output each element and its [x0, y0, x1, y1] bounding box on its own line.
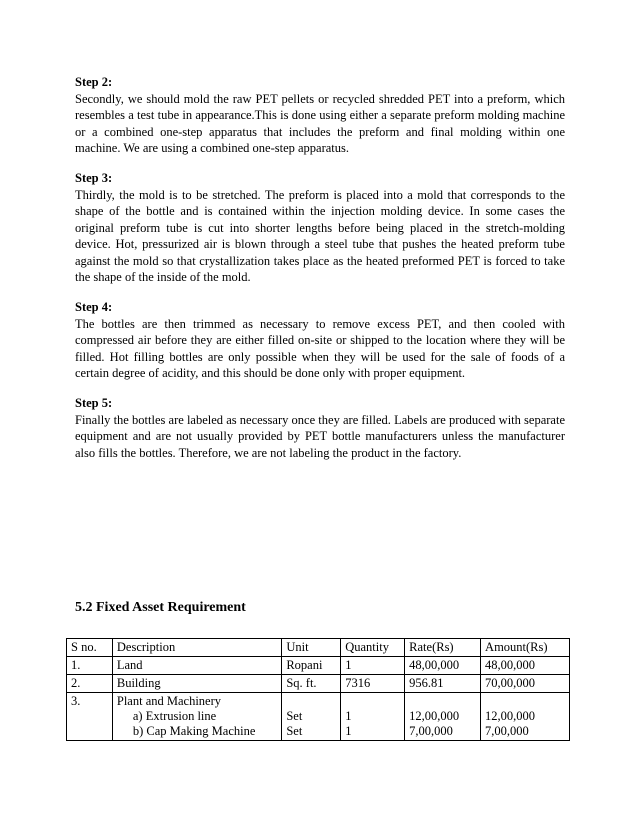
cell-quantity [341, 693, 405, 741]
cell-rate: 956.81 [405, 675, 481, 693]
cell-quantity: 1 [341, 657, 405, 675]
subitem-description: a) Extrusion line [132, 709, 217, 723]
cell-sno: 2. [67, 675, 113, 693]
subitem-unit: Set [286, 709, 303, 723]
document-body [75, 74, 565, 475]
header-description: Description [112, 639, 281, 657]
step-4 [75, 299, 565, 382]
header-rate: Rate(Rs) [405, 639, 481, 657]
description-main: Plant and Machinery [116, 694, 222, 708]
cell-amount [481, 693, 570, 741]
cell-sno: 1. [67, 657, 113, 675]
section-title: 5.2 Fixed Asset Requirement [75, 600, 246, 615]
subitem-amount: 7,00,000 [485, 724, 529, 738]
header-unit: Unit [282, 639, 341, 657]
header-quantity: Quantity [341, 639, 405, 657]
step-body: Thirdly, the mold is to be stretched. The preform is placed into a mold that corresponds to the shape of the bottle and is contained within the injection molding device. In some cases the original preform tube is cut into shorter lengths before being placed in the stretch-molding device. Hot, pressurized air is blown through a steel tube that pushes the heated preform tube against the mold so that crystallization takes place as the heated preformed PET is forced to take the shape of the inside of the mold. [75, 187, 565, 284]
step-body: Secondly, we should mold the raw PET pellets or recycled shredded PET into a preform, which resembles a test tube in appearance.This is done using either a separate preform molding machine or a combined one-step apparatus that includes the preform and final molding within one machine. We are using a combined one-step apparatus. [75, 91, 565, 155]
cell-unit: Sq. ft. [282, 675, 341, 693]
step-title: Step 4: [75, 300, 113, 314]
cell-rate [405, 693, 481, 741]
step-2 [75, 74, 565, 157]
step-5 [75, 395, 565, 461]
cell-description: Building [112, 675, 281, 693]
cell-quantity: 7316 [341, 675, 405, 693]
table-row [67, 693, 570, 741]
step-3 [75, 170, 565, 286]
cell-unit [282, 693, 341, 741]
subitem-rate: 7,00,000 [409, 724, 453, 738]
cell-description: Land [112, 657, 281, 675]
subitem-unit: Set [286, 724, 303, 738]
step-body: The bottles are then trimmed as necessary to remove excess PET, and then cooled with compressed air before they are either filled on-site or shipped to the location where they will be filled. Hot filling bottles are only possible when they will be used for the sale of foods of a certain degree of acidity, and this should be done only with proper equipment. [75, 316, 565, 380]
table-row [67, 675, 570, 693]
cell-amount: 70,00,000 [481, 675, 570, 693]
cell-description [112, 693, 281, 741]
header-amount: Amount(Rs) [481, 639, 570, 657]
step-body: Finally the bottles are labeled as necessary once they are filled. Labels are produced with separate equipment and are not usually provided by PET bottle manufacturers unless the manufacturer also fills the bottles. Therefore, we are not labeling the product in the factory. [75, 412, 565, 460]
subitem-quantity: 1 [345, 724, 352, 738]
cell-unit: Ropani [282, 657, 341, 675]
subitem-quantity: 1 [345, 709, 352, 723]
step-title: Step 5: [75, 396, 113, 410]
subitem-description: b) Cap Making Machine [132, 724, 256, 738]
table-row [67, 657, 570, 675]
header-sno: S no. [67, 639, 113, 657]
fixed-asset-table [66, 638, 570, 741]
subitem-rate: 12,00,000 [409, 709, 460, 723]
table-header-row [67, 639, 570, 657]
cell-sno: 3. [67, 693, 113, 741]
cell-amount: 48,00,000 [481, 657, 570, 675]
cell-rate: 48,00,000 [405, 657, 481, 675]
step-title: Step 2: [75, 75, 113, 89]
subitem-amount: 12,00,000 [485, 709, 536, 723]
step-title: Step 3: [75, 171, 113, 185]
